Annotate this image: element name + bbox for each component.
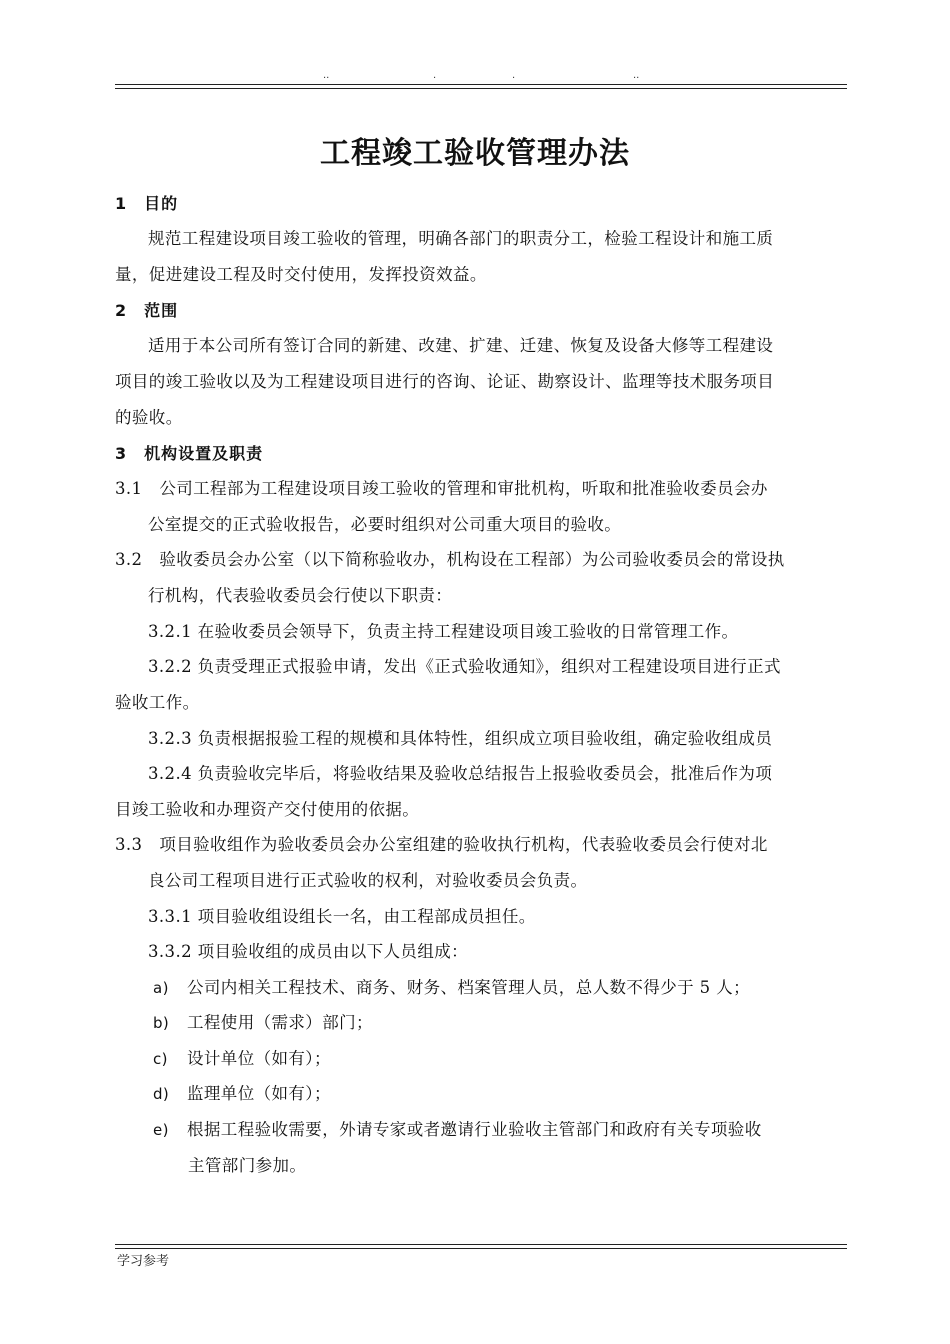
clause-3-3-cont: 良公司工程项目进行正式验收的权利，对验收委员会负责。 — [148, 871, 588, 890]
header-rule — [115, 84, 847, 85]
section-2-text-cont-2: 的验收。 — [115, 408, 183, 427]
list-marker: b) — [153, 1014, 170, 1032]
list-marker: d) — [153, 1085, 170, 1103]
header-dot-2: . — [433, 70, 437, 81]
clause-3-2-2-cont: 验收工作。 — [115, 693, 200, 712]
clause-3-2-2: 3.2.2 负责受理正式报验申请，发出《正式验收通知》，组织对工程建设项目进行正式 — [148, 657, 781, 676]
list-marker: e) — [153, 1121, 169, 1139]
list-text: 监理单位（如有）； — [187, 1084, 331, 1103]
list-item-e — [153, 1120, 762, 1140]
list-item-c — [153, 1049, 331, 1069]
clause-3-1: 3.1 公司工程部为工程建设项目竣工验收的管理和审批机构，听取和批准验收委员会办 — [115, 479, 768, 498]
clause-3-2: 3.2 验收委员会办公室（以下简称验收办，机构设在工程部）为公司验收委员会的常设执 — [115, 550, 785, 569]
clause-3-3: 3.3 项目验收组作为验收委员会办公室组建的验收执行机构，代表验收委员会行使对北 — [115, 835, 768, 854]
section-3-heading: 3 机构设置及职责 — [115, 444, 264, 463]
header-dot-3: . — [512, 70, 516, 81]
list-marker: c) — [153, 1050, 168, 1068]
clause-3-1-cont: 公室提交的正式验收报告，必要时组织对公司重大项目的验收。 — [148, 515, 622, 534]
list-text: 公司内相关工程技术、商务、财务、档案管理人员，总人数不得少于 5 人； — [187, 978, 750, 997]
section-2-text-cont-1: 项目的竣工验收以及为工程建设项目进行的咨询、论证、勘察设计、监理等技术服务项目 — [115, 372, 775, 391]
section-2-heading: 2 范围 — [115, 301, 179, 320]
section-1-text: 规范工程建设项目竣工验收的管理，明确各部门的职责分工，检验工程设计和施工质 — [148, 229, 774, 248]
header-dot-4: .. — [633, 70, 640, 81]
header-dot-1: .. — [323, 70, 330, 81]
list-item-e-cont: 主管部门参加。 — [188, 1156, 307, 1175]
list-text: 工程使用（需求）部门； — [187, 1013, 373, 1032]
footer-rule — [115, 1248, 847, 1249]
page-header — [115, 70, 847, 84]
section-1-heading: 1 目的 — [115, 194, 179, 213]
header-rule-thin — [115, 88, 847, 89]
document-title: 工程竣工验收管理办法 — [320, 136, 630, 171]
list-item-d — [153, 1084, 331, 1104]
list-text: 设计单位（如有）； — [187, 1049, 331, 1068]
footer-rule-thin — [115, 1244, 847, 1245]
clause-3-3-1: 3.3.1 项目验收组设组长一名，由工程部成员担任。 — [148, 907, 536, 926]
clause-3-3-2: 3.3.2 项目验收组的成员由以下人员组成： — [148, 942, 469, 961]
list-marker: a) — [153, 979, 169, 997]
clause-3-2-1: 3.2.1 在验收委员会领导下，负责主持工程建设项目竣工验收的日常管理工作。 — [148, 622, 739, 641]
clause-3-2-4: 3.2.4 负责验收完毕后，将验收结果及验收总结报告上报验收委员会，批准后作为项 — [148, 764, 773, 783]
clause-3-2-cont: 行机构，代表验收委员会行使以下职责： — [148, 586, 453, 605]
page-footer: 学习参考 — [117, 1254, 170, 1269]
clause-3-2-4-cont: 目竣工验收和办理资产交付使用的依据。 — [115, 800, 420, 819]
section-2-text: 适用于本公司所有签订合同的新建、改建、扩建、迁建、恢复及设备大修等工程建设 — [148, 336, 774, 355]
list-text: 根据工程验收需要，外请专家或者邀请行业验收主管部门和政府有关专项验收 — [187, 1120, 762, 1139]
section-1-text-cont: 量，促进建设工程及时交付使用，发挥投资效益。 — [115, 265, 487, 284]
list-item-b — [153, 1013, 373, 1033]
clause-3-2-3: 3.2.3 负责根据报验工程的规模和具体特性，组织成立项目验收组，确定验收组成员 — [148, 729, 773, 748]
list-item-a — [153, 978, 750, 998]
